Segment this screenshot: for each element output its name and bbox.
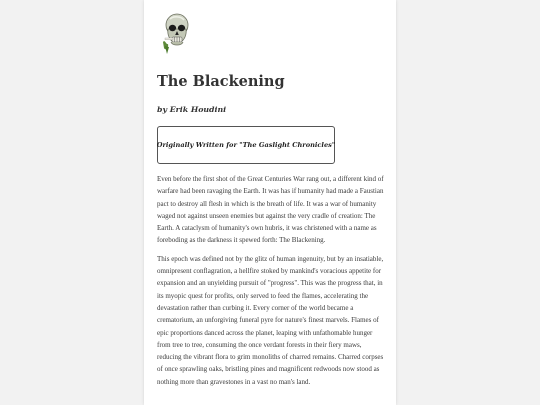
article-page	[144, 0, 396, 405]
origin-note-box	[157, 126, 335, 164]
article-content	[157, 12, 385, 388]
author-byline: by Erik Houdini	[157, 105, 227, 114]
article-paragraph-2: This epoch was defined not by the glitz of human ingenuity, but by an insatiable, omnipresent conflagration, a hellfire stoked by mankind's voracious appetite for expansion and an unyielding pursuit of "progress". This was the progress that, in its myopic quest for profits, only served to feed the flames, accelerating the devastation rather than curbing it. Every corner of the world became a crematorium, an unforgiving funeral pyre for nature's finest marvels. Flames of epic proportions danced across the planet, leaping with unfathomable hunger from tree to tree, consuming the once verdant forests in their fiery maws, reducing the vibrant flora to grim monoliths of charred remains. Charred corpses of once sprawling oaks, bristling pines and magnificent redwoods now stood as nothing more than gravestones in a vast no man's land.	[157, 254, 384, 386]
article-paragraph-1: Even before the first shot of the Great Centuries War rang out, a different kind of warfare had been ravaging the Earth. It was has if humanity had made a Faustian pact to destroy all flesh in which is the breath of life. It was a war of humanity waged not against unseen enemies but against the very cradle of creation: The Earth. A cataclysm of humanity's own hubris, it was christened with a name as foreboding as the darkness it spewed forth: The Blackening.	[157, 175, 384, 245]
article-title: The Blackening	[157, 73, 285, 90]
origin-note-text: Originally Written for "The Gaslight Chronicles"	[156, 141, 336, 149]
skull-icon	[161, 12, 191, 56]
